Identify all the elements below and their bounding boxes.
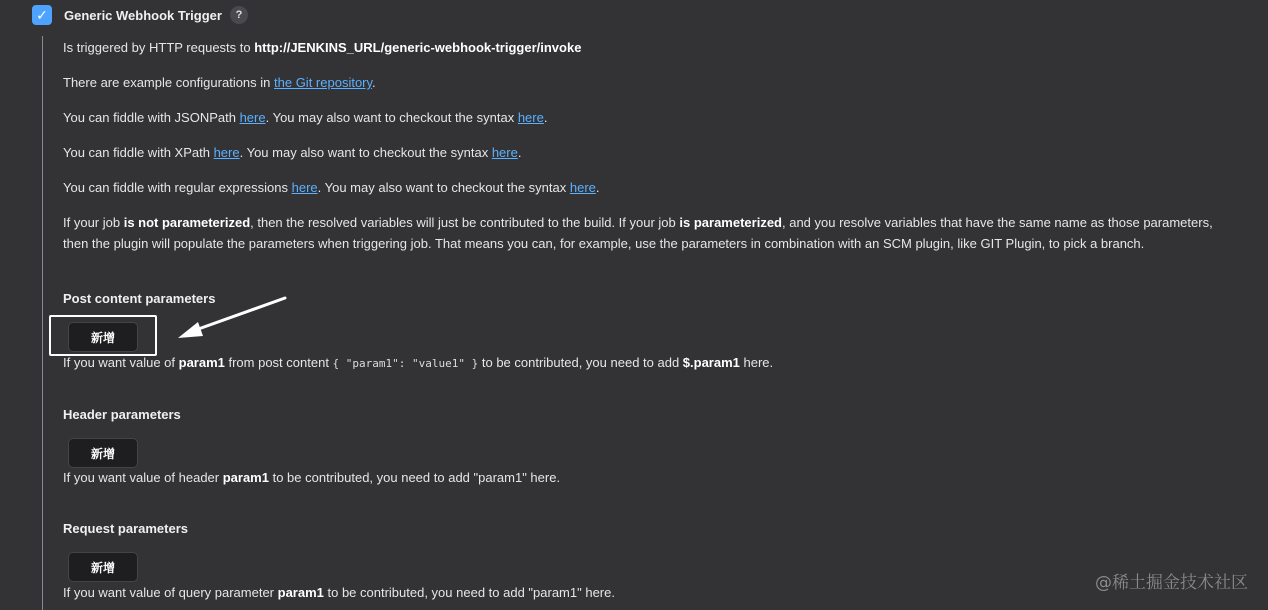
jsonpath-text: You can fiddle with JSONPath here. You may also want to checkout the syntax here.: [63, 110, 548, 125]
check-icon: ✓: [36, 6, 48, 23]
regex-fiddle-link[interactable]: here: [291, 180, 318, 195]
example-json-code: { "param1": "value1" }: [332, 357, 479, 370]
watermark: @稀土掘金技术社区: [1095, 573, 1248, 593]
add-header-parameter-button[interactable]: 新增: [68, 438, 138, 468]
jsonpath-syntax-link[interactable]: here: [517, 110, 544, 125]
trigger-url: http://JENKINS_URL/generic-webhook-trigger/invoke: [254, 40, 582, 55]
header-parameters-help: If you want value of header param1 to be contributed, you need to add "param1" here.: [63, 470, 561, 485]
enable-checkbox[interactable]: [32, 5, 52, 25]
xpath-syntax-link[interactable]: here: [491, 145, 518, 160]
annotation-arrow-icon: [170, 292, 290, 342]
add-post-parameter-button[interactable]: 新增: [68, 322, 138, 352]
parameterized-note: If your job is not parameterized, then the resolved variables will just be contributed to the build. If your job is parameterized, and you resolve variables that have the same name as those parameters, then the plugin will populate the parameters when triggering job. That means you can, for example, use the parameters in combination with an SCM plugin, like GIT Plugin, to pick a branch.: [63, 215, 1213, 251]
jsonpath-fiddle-link[interactable]: here: [239, 110, 266, 125]
trigger-url-text: Is triggered by HTTP requests to http://JENKINS_URL/generic-webhook-trigger/invoke: [63, 40, 582, 55]
trigger-header: [32, 4, 248, 26]
post-content-parameters-title: Post content parameters: [63, 291, 216, 306]
post-parameters-help: If you want value of param1 from post content { "param1": "value1" } to be contributed, you need to add $.param1 here.: [63, 355, 774, 370]
examples-text: There are example configurations in the Git repository.: [63, 75, 376, 90]
request-parameters-title: Request parameters: [63, 521, 188, 536]
regex-syntax-link[interactable]: here: [569, 180, 596, 195]
trigger-title: Generic Webhook Trigger: [64, 7, 222, 23]
annotation-highlight-box: [49, 315, 157, 356]
help-icon[interactable]: ?: [230, 6, 248, 24]
add-request-parameter-button[interactable]: 新增: [68, 552, 138, 582]
header-parameters-title: Header parameters: [63, 407, 181, 422]
xpath-text: You can fiddle with XPath here. You may also want to checkout the syntax here.: [63, 145, 522, 160]
regex-text: You can fiddle with regular expressions here. You may also want to checkout the syntax here.: [63, 180, 600, 195]
request-parameters-help: If you want value of query parameter param1 to be contributed, you need to add "param1" here.: [63, 585, 615, 600]
xpath-fiddle-link[interactable]: here: [213, 145, 240, 160]
section-divider: [42, 36, 43, 610]
git-repository-link[interactable]: the Git repository: [274, 75, 373, 90]
